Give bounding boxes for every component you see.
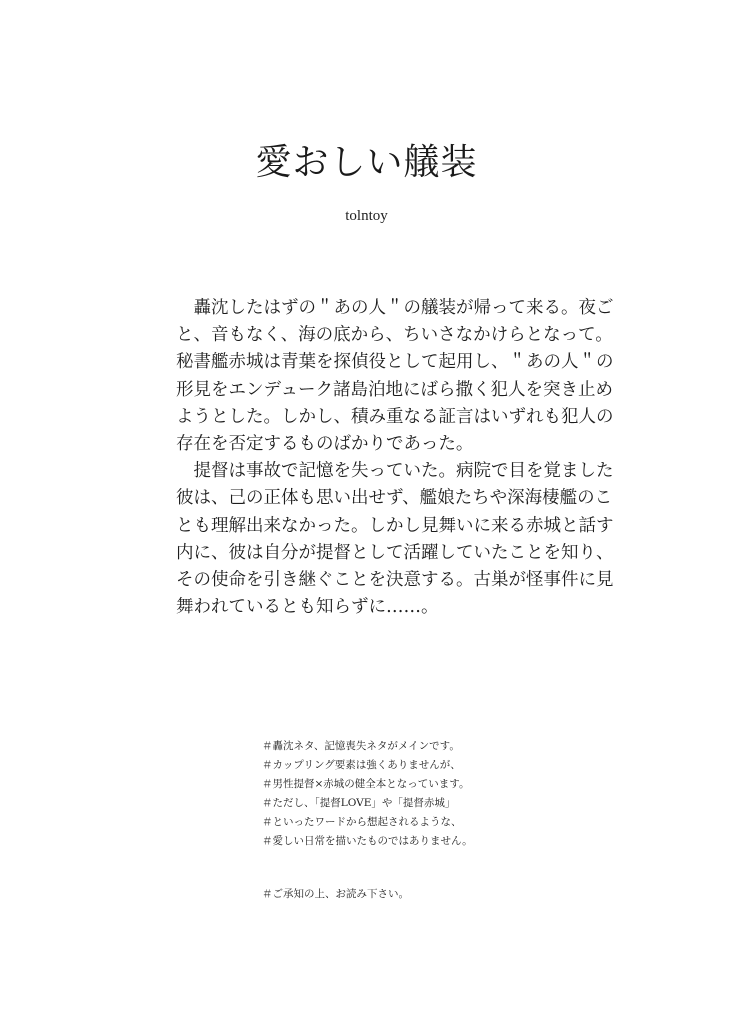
author-name: tolntoy — [345, 208, 388, 224]
synopsis-line: その使命を引き継ぐことを決意する。古巣が怪事件に見 — [176, 570, 614, 591]
synopsis-paragraph — [176, 458, 614, 621]
book-title: 愛おしい艤装 — [255, 142, 478, 183]
synopsis-line: とも理解出来なかった。しかし見舞いに来る赤城と話す — [176, 515, 614, 536]
synopsis-line: と、音もなく、海の底から、ちいさなかけらとなって。 — [176, 325, 613, 346]
synopsis-line: 彼は、己の正体も思い出せず、艦娘たちや深海棲艦のこ — [176, 488, 613, 509]
synopsis-line: 内に、彼は自分が提督として活躍していたことを知り、 — [176, 542, 614, 563]
synopsis-line: 提督は事故で記憶を失っていた。病院で目を覚ました — [193, 461, 614, 482]
synopsis-line: ようとした。しかし、積み重なる証言はいずれも犯人の — [176, 406, 614, 427]
note-line: ＃男性提督×赤城の健全本となっています。 — [262, 778, 470, 790]
note-line: ＃カップリング要素は強くありませんが、 — [262, 759, 461, 771]
synopsis-line: 舞われているとも知らずに……。 — [176, 597, 439, 618]
synopsis — [176, 295, 614, 621]
author-notes — [262, 737, 522, 851]
note-line: ＃といったワードから想起されるような、 — [262, 816, 462, 828]
note-line: ＃ただし、「提督LOVE」や「提督赤城」 — [262, 797, 456, 809]
synopsis-line: 秘書艦赤城は青葉を探偵役として起用し、＂あの人＂の — [176, 352, 614, 373]
note-line: ＃轟沈ネタ、記憶喪失ネタがメインです。 — [262, 740, 460, 752]
synopsis-line: 形見をエンデューク諸島泊地にばら撒く犯人を突き止め — [176, 379, 613, 400]
note-line: ＃愛しい日常を描いたものではありません。 — [262, 835, 473, 847]
synopsis-line: 存在を否定するものばかりであった。 — [176, 434, 474, 455]
synopsis-paragraph — [176, 295, 614, 458]
notes-footer: ＃ご承知の上、お読み下さい。 — [262, 888, 409, 900]
synopsis-line: 轟沈したはずの＂あの人＂の艤装が帰って来る。夜ご — [193, 298, 614, 318]
